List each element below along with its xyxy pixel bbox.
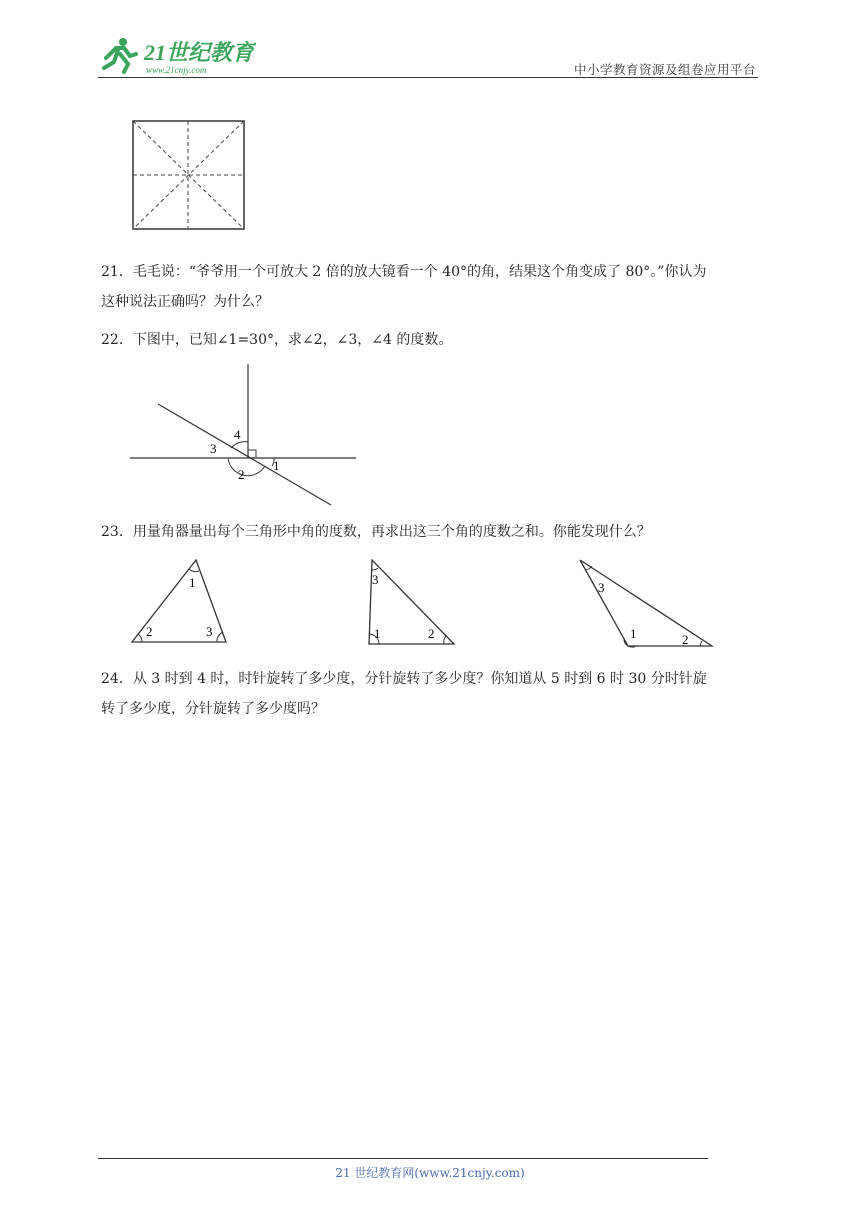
question-23 <box>101 517 771 547</box>
angle-3-label: 3 <box>210 441 217 456</box>
question-23-line1: 23．用量角器量出每个三角形中角的度数，再求出这三个角的度数之和。你能发现什么？ <box>101 524 651 540</box>
question-21-line1: 21．毛毛说：“爷爷用一个可放大 2 倍的放大镜看一个 40°的角，结果这个角变成了 80°。”你认为 <box>101 264 707 280</box>
angle-1-label: 1 <box>273 458 280 473</box>
triangle-2-label-3: 3 <box>372 572 379 587</box>
triangle-3-label-2: 2 <box>682 632 689 647</box>
question-24-line1: 24．从 3 时到 4 时，时针旋转了多少度，分针旋转了多少度？你知道从 5 时到 6 时 30 分时针旋 <box>101 671 707 687</box>
triangles-figure-23 <box>128 556 728 652</box>
triangle-3-label-3: 3 <box>598 580 605 595</box>
triangle-obtuse <box>580 560 712 647</box>
footer-divider <box>98 1158 708 1159</box>
logo-text: 21世纪教育 <box>144 40 255 65</box>
triangle-2-label-1: 1 <box>374 626 381 641</box>
triangle-right <box>369 560 454 644</box>
header-divider <box>98 77 758 78</box>
triangle-3-label-1: 1 <box>630 626 637 641</box>
angle-4-label: 4 <box>234 427 241 442</box>
triangle-1-label-2: 2 <box>146 624 153 639</box>
site-logo <box>96 34 256 76</box>
square-fold-figure <box>132 120 246 230</box>
runner-icon <box>104 38 136 72</box>
angle-2-label: 2 <box>238 467 245 482</box>
question-22-line1: 22．下图中，已知∠1=30°，求∠2，∠3，∠4 的度数。 <box>101 332 453 348</box>
platform-name: 中小学教育资源及组卷应用平台 <box>573 62 756 77</box>
triangle-2-label-2: 2 <box>428 626 435 641</box>
triangle-acute <box>132 560 226 642</box>
question-24-line2: 转了多少度，分针旋转了多少度吗？ <box>101 701 325 717</box>
question-21-line2: 这种说法正确吗？为什么？ <box>101 294 269 310</box>
question-22 <box>101 325 771 355</box>
triangle-1-label-1: 1 <box>189 575 196 590</box>
angle-figure-22 <box>128 362 368 510</box>
question-21 <box>101 257 771 317</box>
triangle-1-label-3: 3 <box>206 624 213 639</box>
logo-url: www.21cnjy.com <box>146 65 207 75</box>
question-24 <box>101 664 771 724</box>
footer-link[interactable]: 21 世纪教育网(www.21cnjy.com) <box>335 1166 525 1180</box>
